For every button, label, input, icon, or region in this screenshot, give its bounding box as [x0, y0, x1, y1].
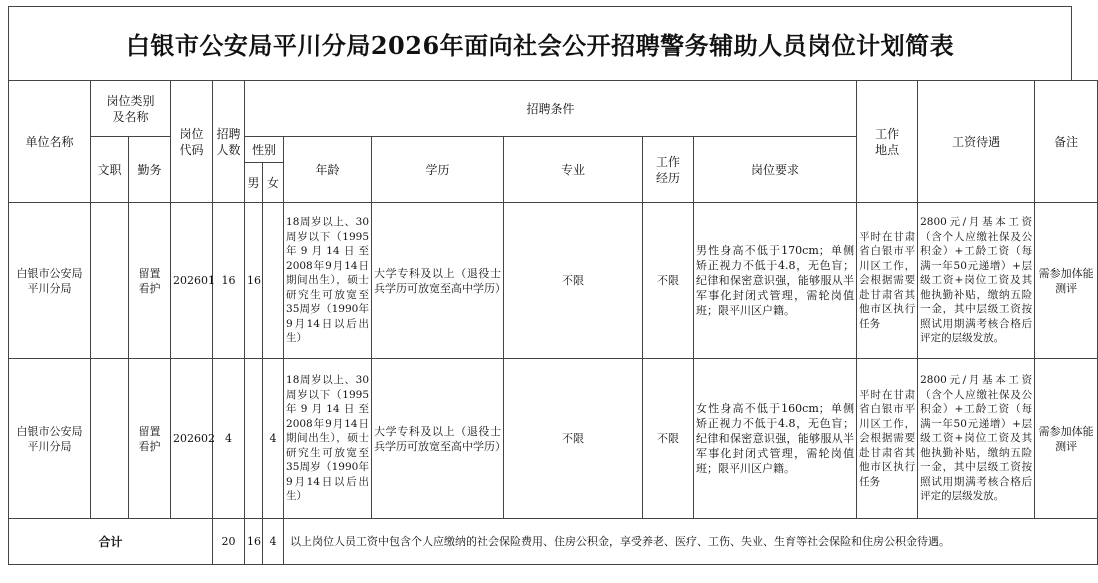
document-title: 白银市公安局平川分局2026年面向社会公开招聘警务辅助人员岗位计划简表: [8, 6, 1072, 80]
header-work-experience: 工作 经历: [643, 137, 694, 203]
row-location: 平时在甘肃省白银市平川区工作，会根据需要赴甘肃省其他市区执行任务: [857, 203, 918, 359]
recruitment-table: [8, 80, 1098, 565]
row-salary: 2800元/月基本工资（含个人应缴社保及公积金）+工龄工资（每满一年50元递增）+层级工资+岗位工资及其他执勤补贴，缴纳五险一金，其中层级工资按照试用期满考核合格后评定的层级发放。: [918, 203, 1035, 359]
header-unit-name: 单位名称: [9, 81, 91, 203]
row-experience: 不限: [643, 359, 694, 519]
header-service-post: 勤务: [129, 137, 171, 203]
row-remark: 需参加体能测评: [1035, 359, 1098, 519]
row-male: [245, 359, 263, 519]
row-major: 不限: [504, 203, 643, 359]
row-education: 大学专科及以上（退役士兵学历可放宽至高中学历）: [372, 203, 504, 359]
total-label: 合计: [9, 519, 213, 565]
header-male: 男: [245, 163, 263, 203]
header-civil-post: 文职: [91, 137, 129, 203]
header-work-location: 工作 地点: [857, 81, 918, 203]
header-remarks: 备注: [1035, 81, 1098, 203]
row-salary: 2800元/月基本工资（含个人应缴社保及公积金）+工龄工资（每满一年50元递增）+层级工资+岗位工资及其他执勤补贴，缴纳五险一金，其中层级工资按照试用期满考核合格后评定的层级发放。: [918, 359, 1035, 519]
row-civil: [91, 359, 129, 519]
row-major: 不限: [504, 359, 643, 519]
table-row: [9, 359, 1098, 519]
row-age: 18周岁以上、30周岁以下（1995年9月14日至2008年9月14日期间出生），硕士研究生可放宽至35周岁（1990年9月14日以后出生）: [284, 203, 372, 359]
header-conditions: 招聘条件: [245, 81, 857, 137]
header-education: 学历: [372, 137, 504, 203]
total-male: 16: [245, 519, 263, 565]
document-page: [8, 6, 1094, 571]
total-note: 以上岗位人员工资中包含个人应缴纳的社会保险费用、住房公积金，享受养老、医疗、工伤、失业、生育等社会保险和住房公积金待遇。: [284, 519, 1098, 565]
row-male: 16: [245, 203, 263, 359]
row-age: 18周岁以上、30周岁以下（1995年9月14日至2008年9月14日期间出生），硕士研究生可放宽至35周岁（1990年9月14日以后出生）: [284, 359, 372, 519]
header-salary: 工资待遇: [918, 81, 1035, 203]
total-count: 20: [213, 519, 245, 565]
row-unit: 白银市公安局 平川分局: [9, 203, 91, 359]
header-post-requirements: 岗位要求: [694, 137, 857, 203]
row-service: 留置 看护: [129, 203, 171, 359]
header-post-code: 岗位 代码: [171, 81, 213, 203]
total-row: [9, 519, 1098, 565]
row-remark: 需参加体能测评: [1035, 203, 1098, 359]
row-requirements: 男性身高不低于170cm；单侧矫正视力不低于4.8，无色盲；纪律和保密意识强，能够服从半军事化封闭式管理，需轮岗值班；限平川区户籍。: [694, 203, 857, 359]
header-female: 女: [263, 163, 284, 203]
row-civil: [91, 203, 129, 359]
row-count: 4: [213, 359, 245, 519]
header-gender: 性别: [245, 137, 284, 163]
row-requirements: 女性身高不低于160cm；单侧矫正视力不低于4.8，无色盲；纪律和保密意识强，能够服从半军事化封闭式管理，需轮岗值班；限平川区户籍。: [694, 359, 857, 519]
row-count: 16: [213, 203, 245, 359]
header-post-category: 岗位类别 及名称: [91, 81, 171, 137]
row-unit: 白银市公安局 平川分局: [9, 359, 91, 519]
row-location: 平时在甘肃省白银市平川区工作，会根据需要赴甘肃省其他市区执行任务: [857, 359, 918, 519]
total-female: 4: [263, 519, 284, 565]
header-major: 专业: [504, 137, 643, 203]
row-female: [263, 203, 284, 359]
header-recruit-count: 招聘 人数: [213, 81, 245, 203]
row-service: 留置 看护: [129, 359, 171, 519]
row-female: 4: [263, 359, 284, 519]
table-row: [9, 203, 1098, 359]
row-code: 202601: [171, 203, 213, 359]
row-education: 大学专科及以上（退役士兵学历可放宽至高中学历）: [372, 359, 504, 519]
row-experience: 不限: [643, 203, 694, 359]
row-code: 202602: [171, 359, 213, 519]
header-age: 年龄: [284, 137, 372, 203]
